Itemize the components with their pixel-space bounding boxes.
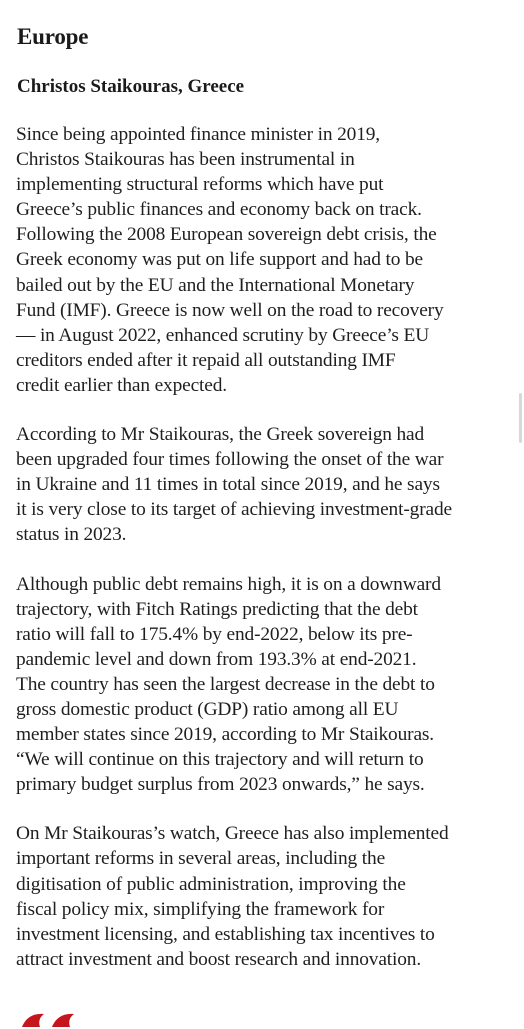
text-line: investment licensing, and establishing tax incentives to <box>16 923 435 945</box>
profile-heading: Christos Staikouras, Greece <box>17 76 245 97</box>
text-line: fiscal policy mix, simplifying the framework for <box>16 898 385 920</box>
text-line: Fund (IMF). Greece is now well on the road to recovery <box>16 299 444 321</box>
text-line: member states since 2019, according to Mr Staikouras. <box>16 724 435 746</box>
text-line: Although public debt remains high, it is on a downward <box>16 573 441 595</box>
text-line: attract investment and boost research and innovation. <box>16 948 422 970</box>
text-line: important reforms in several areas, including the <box>16 848 386 870</box>
text-line: pandemic level and down from 193.3% at end-2021. <box>16 648 417 670</box>
text-line: implementing structural reforms which have put <box>16 174 384 196</box>
quote-mark-icon <box>20 1011 110 1029</box>
text-line: According to Mr Staikouras, the Greek sovereign had <box>16 424 425 446</box>
text-line: — in August 2022, enhanced scrutiny by Greece’s EU <box>16 324 430 346</box>
section-title: Europe <box>17 24 89 49</box>
text-line: creditors ended after it repaid all outstanding IMF <box>16 349 396 371</box>
text-line: primary budget surplus from 2023 onwards,” he says. <box>16 774 425 796</box>
text-line: Since being appointed finance minister in 2019, <box>16 124 380 145</box>
text-line: Greek economy was put on life support and had to be <box>16 249 423 271</box>
text-line: “We will continue on this trajectory and will return to <box>16 749 424 771</box>
text-line: bailed out by the EU and the International Monetary <box>16 274 415 296</box>
scrollbar-thumb[interactable] <box>519 393 522 443</box>
text-line: been upgraded four times following the onset of the war <box>16 449 444 471</box>
text-line: The country has seen the largest decrease in the debt to <box>16 673 435 695</box>
text-line: trajectory, with Fitch Ratings predicting that the debt <box>16 598 418 620</box>
text-line: status in 2023. <box>16 524 127 546</box>
text-line: Following the 2008 European sovereign debt crisis, the <box>16 224 437 246</box>
article-body <box>16 122 516 996</box>
text-line: digitisation of public administration, improving the <box>16 873 406 895</box>
text-line: Greece’s public finances and economy back on track. <box>16 199 422 221</box>
text-line: On Mr Staikouras’s watch, Greece has also implemented <box>16 823 449 845</box>
paragraph <box>16 572 516 798</box>
paragraph <box>16 422 516 547</box>
paragraph <box>16 122 516 398</box>
text-line: credit earlier than expected. <box>16 374 227 396</box>
text-line: gross domestic product (GDP) ratio among all EU <box>16 698 399 720</box>
text-line: ratio will fall to 175.4% by end-2022, below its pre- <box>16 623 413 645</box>
text-line: it is very close to its target of achieving investment-grade <box>16 499 452 521</box>
text-line: Christos Staikouras has been instrumental in <box>16 149 355 171</box>
text-line: in Ukraine and 11 times in total since 2019, and he says <box>16 474 440 496</box>
paragraph <box>16 821 516 972</box>
